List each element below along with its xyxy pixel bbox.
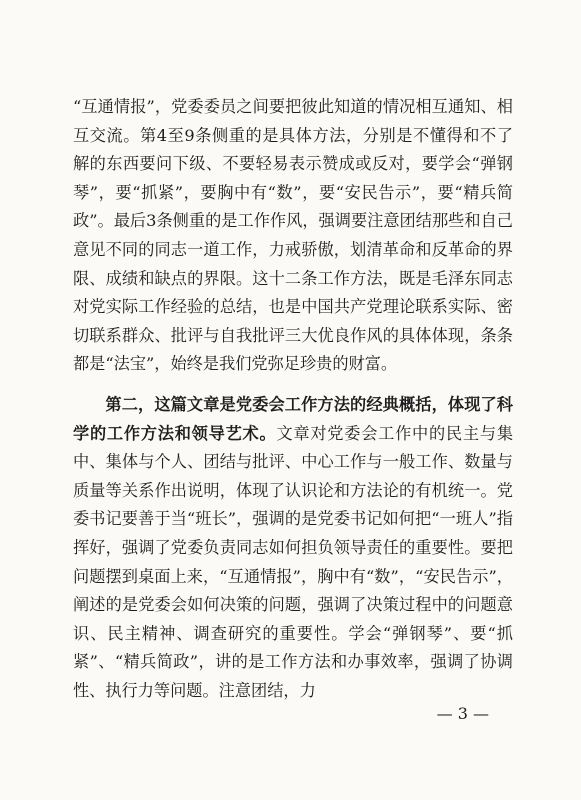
paragraph-2-bold-lead: 第二，这篇文章是党委会工作方法的经典概括，体现了科学的工作方法和领导艺术。 <box>73 394 513 443</box>
document-body <box>73 93 513 705</box>
page-number: — 3 — <box>436 704 489 723</box>
paragraph-2-text: 文章对党委会工作中的民主与集中、集体与个人、团结与批评、中心工作与一般工作、数量与质量等关系作出说明，体现了认识论和方法论的有机统一。党委书记要善于当“班长”，强调的是党委书记如何把“一班人”指挥好，强调了党委负责同志如何担负领导责任的重要性。要把问题摆到桌面上来，“互通情报”，胸中有“数”，“安民告示”，阐述的是党委会如何决策的问题，强调了决策过程中的问题意识、民主精神、调查研究的重要性。学会“弹钢琴”、要“抓紧”、“精兵简政”，讲的是工作方法和办事效率，强调了协调性、执行力等问题。注意团结，力 <box>73 423 514 700</box>
paragraph-1-text: “互通情报”，党委委员之间要把彼此知道的情况相互通知、相互交流。第4至9条侧重的是具体方法，分别是不懂得和不了解的东西要问下级、不要轻易表示赞成或反对，要学会“弹钢琴”，要“抓紧”，要胸中有“数”，要“安民告示”，要“精兵简政”。最后3条侧重的是工作作风，强调要注意团结那些和自己意见不同的同志一道工作，力戒骄傲，划清革命和反革命的界限、成绩和缺点的界限。这十二条工作方法，既是毛泽东同志对党实际工作经验的总结，也是中国共产党理论联系实际、密切联系群众、批评与自我批评三大优良作风的具体体现，条条都是“法宝”，始终是我们党弥足珍贵的财富。 <box>73 97 513 374</box>
paragraph-2 <box>73 391 513 706</box>
paragraph-gap <box>73 379 513 391</box>
paragraph-1 <box>73 93 513 379</box>
